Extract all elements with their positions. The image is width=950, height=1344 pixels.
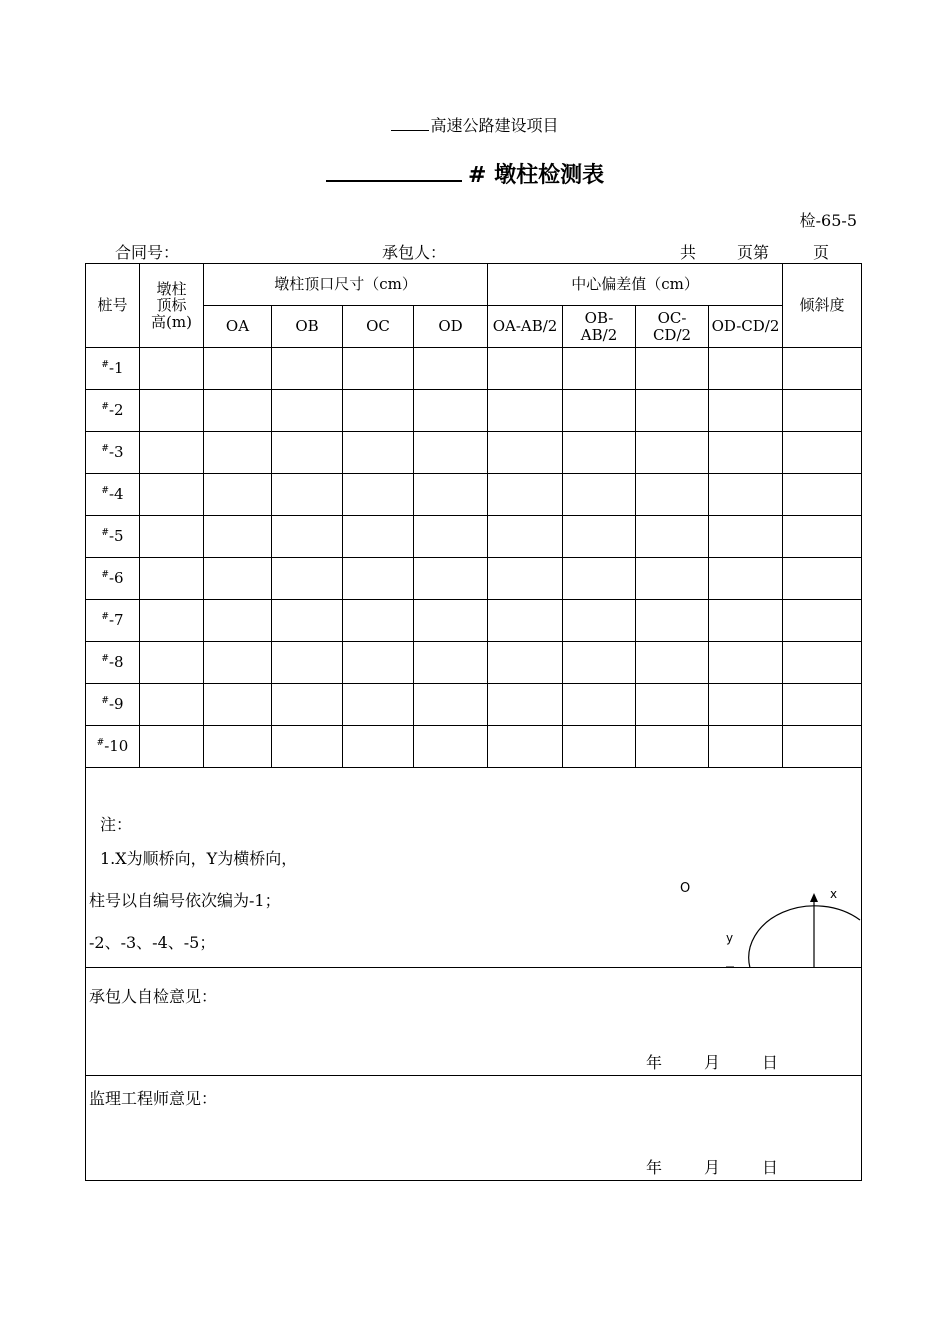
entry-cell[interactable]	[204, 726, 272, 768]
entry-cell[interactable]	[488, 558, 563, 600]
entry-cell[interactable]	[272, 348, 343, 390]
entry-cell[interactable]	[414, 348, 488, 390]
entry-cell[interactable]	[140, 432, 204, 474]
notes-line-2: 柱号以自编号依次编为-1；	[89, 891, 281, 910]
entry-cell[interactable]	[563, 348, 636, 390]
table-row	[86, 642, 862, 684]
contractor-month-label: 月	[704, 1053, 721, 1072]
entry-cell[interactable]	[343, 642, 414, 684]
entry-cell[interactable]	[488, 516, 563, 558]
entry-cell[interactable]	[140, 642, 204, 684]
entry-cell[interactable]	[343, 600, 414, 642]
entry-cell[interactable]	[563, 474, 636, 516]
entry-cell[interactable]	[140, 558, 204, 600]
entry-cell[interactable]	[636, 558, 709, 600]
notes-cell	[86, 768, 862, 968]
entry-cell[interactable]	[709, 642, 783, 684]
entry-cell[interactable]	[414, 600, 488, 642]
entry-cell[interactable]	[414, 684, 488, 726]
entry-cell[interactable]	[563, 516, 636, 558]
entry-cell[interactable]	[563, 684, 636, 726]
entry-cell[interactable]	[343, 390, 414, 432]
total-pages-label: 共	[680, 243, 697, 262]
entry-cell[interactable]	[488, 600, 563, 642]
col-elevation-header: 墩柱 顶标 高(m)	[140, 264, 204, 348]
entry-cell[interactable]	[709, 348, 783, 390]
entry-cell[interactable]	[709, 558, 783, 600]
notes-label: 注：	[100, 815, 133, 834]
entry-cell[interactable]	[783, 516, 862, 558]
entry-cell[interactable]	[343, 516, 414, 558]
entry-cell[interactable]	[488, 684, 563, 726]
supervisor-day-label: 日	[762, 1158, 779, 1177]
entry-cell[interactable]	[343, 558, 414, 600]
entry-cell[interactable]	[783, 558, 862, 600]
entry-cell[interactable]	[636, 600, 709, 642]
entry-cell[interactable]	[414, 726, 488, 768]
entry-cell[interactable]	[488, 726, 563, 768]
entry-cell[interactable]	[488, 348, 563, 390]
supervisor-month-label: 月	[704, 1158, 721, 1177]
entry-cell[interactable]	[563, 726, 636, 768]
table-row	[86, 558, 862, 600]
entry-cell[interactable]	[414, 432, 488, 474]
entry-cell[interactable]	[272, 558, 343, 600]
col-oa-header: OA	[204, 306, 272, 348]
entry-cell[interactable]	[563, 642, 636, 684]
entry-cell[interactable]	[636, 390, 709, 432]
entry-cell[interactable]	[272, 684, 343, 726]
entry-cell[interactable]	[709, 474, 783, 516]
entry-cell[interactable]	[272, 474, 343, 516]
entry-cell[interactable]	[563, 432, 636, 474]
table-row	[86, 348, 862, 390]
group-deviation-header: 中心偏差值（cm）	[488, 264, 783, 306]
entry-cell[interactable]	[272, 642, 343, 684]
col-tilt-header: 倾斜度	[783, 264, 862, 348]
entry-cell[interactable]	[709, 432, 783, 474]
entry-cell[interactable]	[140, 474, 204, 516]
entry-cell[interactable]	[709, 600, 783, 642]
pile-number-cell: #-6	[86, 558, 140, 600]
entry-cell[interactable]	[272, 726, 343, 768]
table-row	[86, 684, 862, 726]
supervisor-opinion-cell	[86, 1076, 862, 1181]
pile-number-cell: #-10	[86, 726, 140, 768]
entry-cell[interactable]	[488, 390, 563, 432]
col-od-header: OD	[414, 306, 488, 348]
page-end-label: 页	[813, 243, 830, 262]
entry-cell[interactable]	[414, 474, 488, 516]
diagram-y-label: y	[726, 931, 734, 945]
entry-cell[interactable]	[709, 390, 783, 432]
col-oc-dev-header: OC- CD/2	[636, 306, 709, 348]
entry-cell[interactable]	[140, 390, 204, 432]
entry-cell[interactable]	[783, 684, 862, 726]
entry-cell[interactable]	[563, 558, 636, 600]
entry-cell[interactable]	[636, 432, 709, 474]
entry-cell[interactable]	[343, 432, 414, 474]
entry-cell[interactable]	[783, 600, 862, 642]
contractor-label: 承包人：	[382, 243, 447, 262]
pile-number-cell: #-3	[86, 432, 140, 474]
entry-cell[interactable]	[414, 390, 488, 432]
pile-number-cell: #-9	[86, 684, 140, 726]
entry-cell[interactable]	[488, 642, 563, 684]
notes-line-3: -2、-3、-4、-5；	[89, 933, 216, 952]
entry-cell[interactable]	[636, 516, 709, 558]
entry-cell[interactable]	[204, 348, 272, 390]
entry-cell[interactable]	[204, 684, 272, 726]
entry-cell[interactable]	[783, 474, 862, 516]
entry-cell[interactable]	[783, 432, 862, 474]
col-ob-dev-header: OB- AB/2	[563, 306, 636, 348]
pier-number-blank	[326, 160, 462, 182]
col-pile-header: 桩号	[86, 264, 140, 348]
entry-cell[interactable]	[204, 474, 272, 516]
entry-cell[interactable]	[783, 642, 862, 684]
axis-diagram	[726, 886, 861, 968]
diagram-x-label: x	[830, 887, 838, 901]
table-row	[86, 516, 862, 558]
entry-cell[interactable]	[414, 516, 488, 558]
pile-number-cell: #-2	[86, 390, 140, 432]
entry-cell[interactable]	[204, 432, 272, 474]
contractor-day-label: 日	[762, 1053, 779, 1072]
entry-cell[interactable]	[563, 390, 636, 432]
table-row	[86, 432, 862, 474]
entry-cell[interactable]	[636, 642, 709, 684]
pile-number-cell: #-7	[86, 600, 140, 642]
entry-cell[interactable]	[204, 642, 272, 684]
table-row	[86, 726, 862, 768]
form-number: 检-65-5	[799, 211, 857, 230]
entry-cell[interactable]	[636, 474, 709, 516]
entry-cell[interactable]	[563, 600, 636, 642]
entry-cell[interactable]	[709, 684, 783, 726]
entry-cell[interactable]	[636, 726, 709, 768]
contract-no-label: 合同号：	[115, 243, 180, 262]
entry-cell[interactable]	[272, 390, 343, 432]
entry-cell[interactable]	[140, 516, 204, 558]
contractor-opinion-label: 承包人自检意见：	[89, 987, 218, 1006]
contractor-year-label: 年	[646, 1053, 663, 1072]
col-ob-header: OB	[272, 306, 343, 348]
entry-cell[interactable]	[204, 600, 272, 642]
entry-cell[interactable]	[709, 516, 783, 558]
project-subtitle: 高速公路建设项目	[0, 113, 950, 136]
entry-cell[interactable]	[204, 390, 272, 432]
entry-cell[interactable]	[140, 600, 204, 642]
table-row	[86, 474, 862, 516]
inspection-table	[85, 263, 862, 1181]
entry-cell[interactable]	[783, 726, 862, 768]
entry-cell[interactable]	[414, 642, 488, 684]
entry-cell[interactable]	[709, 726, 783, 768]
entry-cell[interactable]	[272, 600, 343, 642]
entry-cell[interactable]	[636, 684, 709, 726]
group-size-header: 墩柱顶口尺寸（cm）	[204, 264, 488, 306]
entry-cell[interactable]	[140, 348, 204, 390]
table-row	[86, 600, 862, 642]
entry-cell[interactable]	[272, 432, 343, 474]
entry-cell[interactable]	[204, 516, 272, 558]
col-od-dev-header: OD-CD/2	[709, 306, 783, 348]
table-row	[86, 390, 862, 432]
entry-cell[interactable]	[343, 726, 414, 768]
entry-cell[interactable]	[783, 390, 862, 432]
supervisor-year-label: 年	[646, 1158, 663, 1177]
entry-cell[interactable]	[488, 432, 563, 474]
notes-line-1: 1.X为顺桥向，Y为横桥向，	[100, 849, 298, 868]
entry-cell[interactable]	[343, 348, 414, 390]
entry-cell[interactable]	[783, 348, 862, 390]
entry-cell[interactable]	[343, 474, 414, 516]
col-oc-header: OC	[343, 306, 414, 348]
entry-cell[interactable]	[140, 684, 204, 726]
col-oa-dev-header: OA-AB/2	[488, 306, 563, 348]
entry-cell[interactable]	[343, 684, 414, 726]
page-title: # 墩柱检测表	[326, 158, 604, 189]
pile-number-cell: #-8	[86, 642, 140, 684]
entry-cell[interactable]	[414, 558, 488, 600]
diagram-o-label: O	[680, 881, 691, 896]
pile-number-cell: #-5	[86, 516, 140, 558]
pile-number-cell: #-4	[86, 474, 140, 516]
entry-cell[interactable]	[272, 516, 343, 558]
project-name-blank	[391, 116, 429, 131]
entry-cell[interactable]	[636, 348, 709, 390]
contractor-opinion-cell	[86, 968, 862, 1076]
entry-cell[interactable]	[140, 726, 204, 768]
entry-cell[interactable]	[204, 558, 272, 600]
supervisor-opinion-label: 监理工程师意见：	[89, 1089, 218, 1108]
page-no-label: 页第	[737, 243, 770, 262]
pile-number-cell: #-1	[86, 348, 140, 390]
entry-cell[interactable]	[488, 474, 563, 516]
